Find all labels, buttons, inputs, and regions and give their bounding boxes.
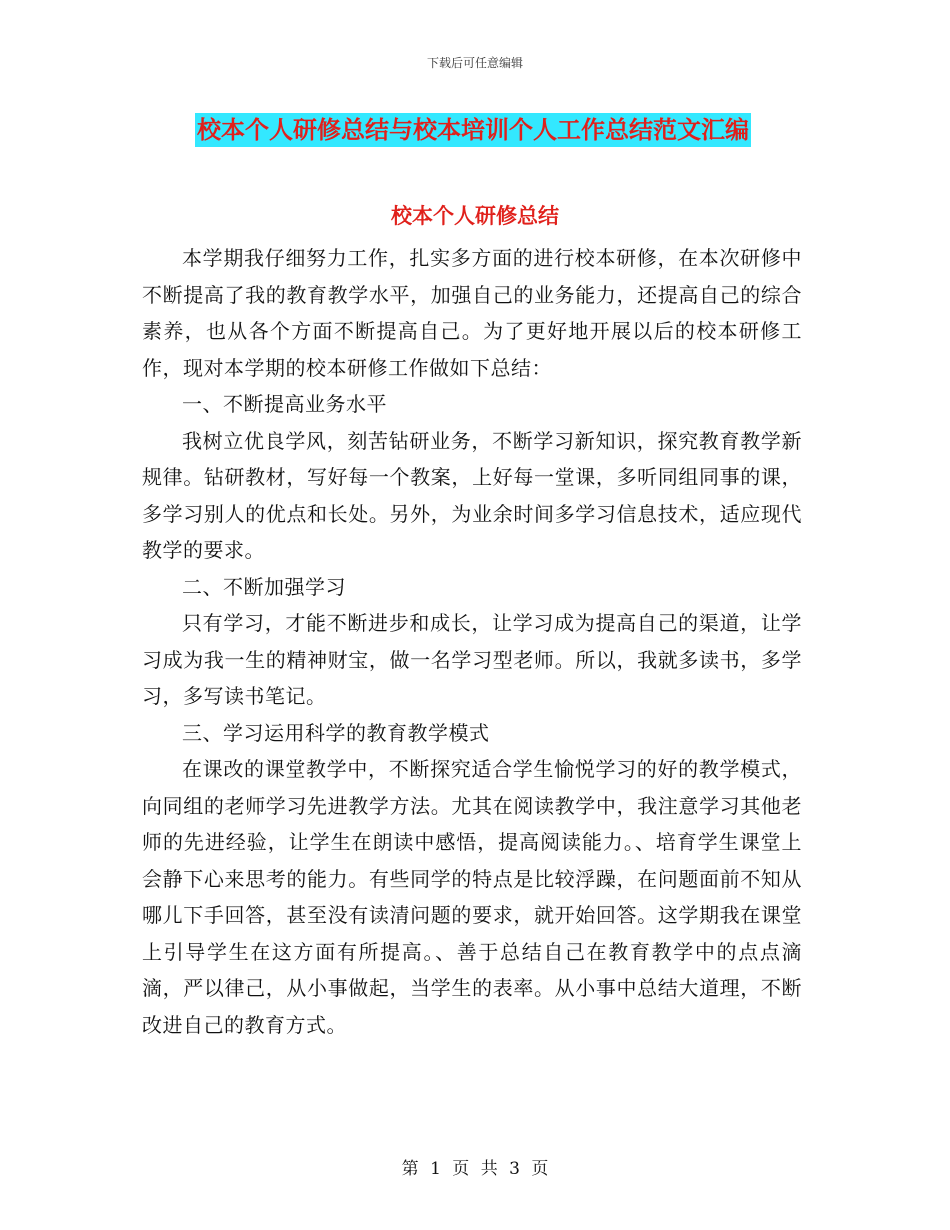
heading-one: 一、不断提高业务水平 [182,392,387,416]
heading-three: 三、学习运用科学的教育教学模式 [182,720,490,745]
header-note: 下载后可任意编辑 [426,56,523,70]
page-number: 第 1 页 共 3 页 [401,1159,549,1179]
paragraph-three: 在课改的课堂教学中，不断探究适合学生愉悦学习的好的教学模式，向同组的老师学习先进教学方法。尤其在阅读教学中，我注意学习其他老师的先进经验，让学生在朗读中感悟，提高阅读能力。、培育学生课堂上会静下心来思考的能力。有些同学的特点是比较浮躁，在问题面前不知从哪儿下手回答，甚至没有读清问题的要求，就开始回答。这学期我在课堂上引导学生在这方面有所提高。、善于总结自己在教育教学中的点点滴滴，严以律己，从小事做起，当学生的表率。从小事中总结大道理，不断改进自己的教育方式。 [142,757,802,1037]
paragraph-intro: 本学期我仔细努力工作，扎实多方面的进行校本研修，在本次研修中不断提高了我的教育教学水平，加强自己的业务能力，还提高自己的综合素养，也从各个方面不断提高自己。为了更好地开展以后的校本研修工作，现对本学期的校本研修工作做如下总结： [142,246,802,380]
paragraph-two: 只有学习，才能不断进步和成长，让学习成为提高自己的渠道，让学习成为我一生的精神财宝，做一名学习型老师。所以，我就多读书，多学习，多写读书笔记。 [142,611,802,708]
document-body [142,240,802,1043]
heading-two: 二、不断加强学习 [182,574,346,599]
document-title: 校本个人研修总结与校本培训个人工作总结范文汇编 [195,113,751,147]
paragraph-one: 我树立优良学风，刻苦钻研业务，不断学习新知识，探究教育教学新规律。钻研教材，写好每一个教案，上好每一堂课，多听同组同事的课，多学习别人的优点和长处。另外，为业余时间多学习信息技术，适应现代教学的要求。 [142,428,802,562]
section-title: 校本个人研修总结 [391,204,559,228]
